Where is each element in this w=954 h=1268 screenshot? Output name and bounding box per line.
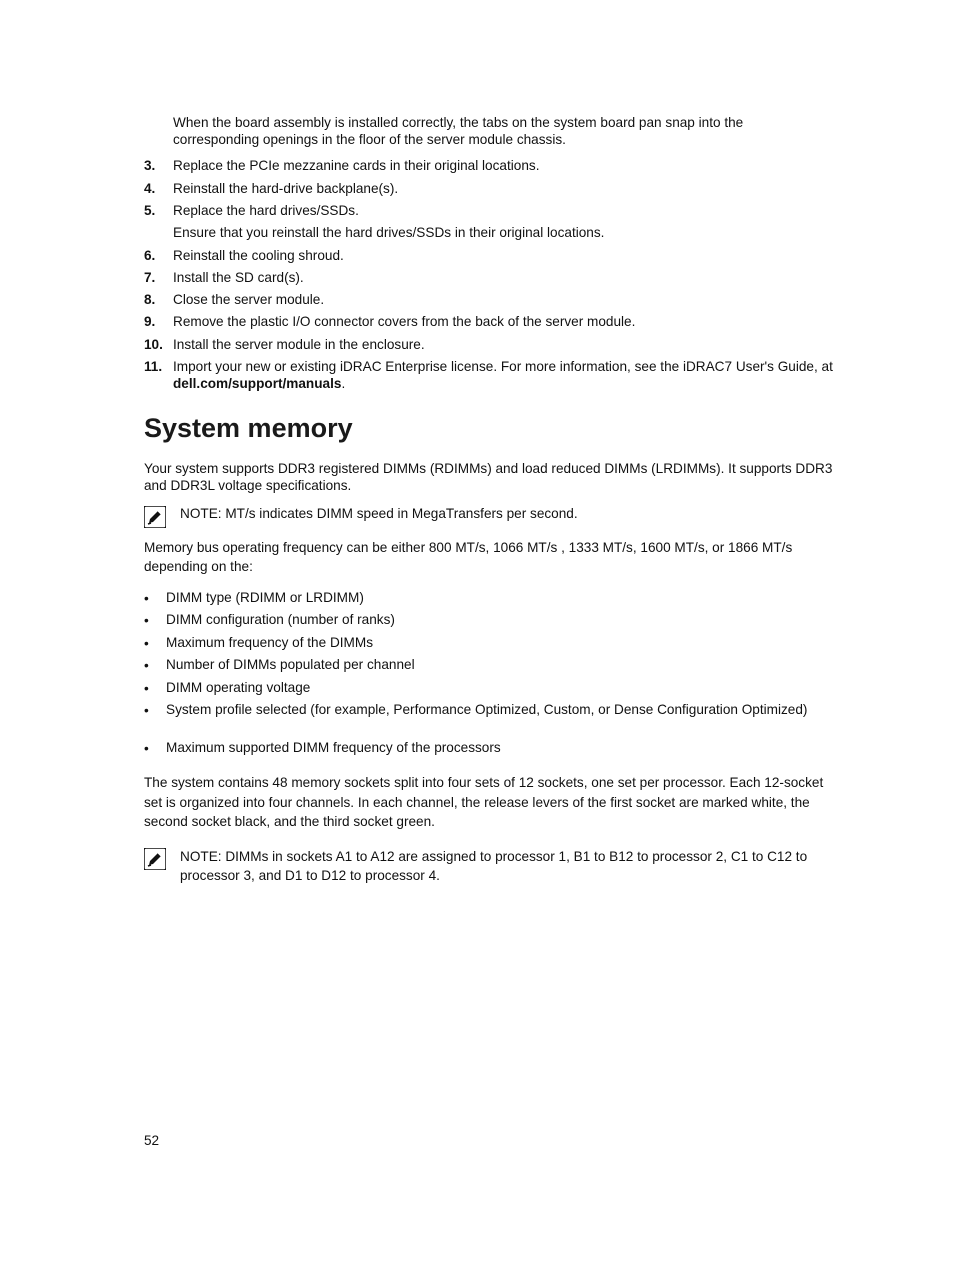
step-number: 6. [144, 248, 156, 263]
step-11-text: Import your new or existing iDRAC Enterprise license. For more information, see the iDRAC7 User's Guide, at [173, 359, 833, 374]
note-body: MT/s indicates DIMM speed in MegaTransfers per second. [221, 506, 578, 521]
step-text: Remove the plastic I/O connector covers from the back of the server module. [173, 314, 636, 329]
note-label: NOTE: [180, 506, 222, 521]
step-number: 3. [144, 158, 156, 173]
step-number: 10. [144, 337, 163, 352]
note-text [180, 847, 840, 885]
step-text: Reinstall the hard-drive backplane(s). [173, 181, 399, 196]
bus-frequency-paragraph: Memory bus operating frequency can be either 800 MT/s, 1066 MT/s , 1333 MT/s, 1600 MT/s, or 1866 MT/s depending on the: [144, 540, 793, 574]
step-5-detail: Ensure that you reinstall the hard drives/SSDs in their original locations. [173, 225, 605, 240]
step-text: Close the server module. [173, 292, 325, 307]
intro-paragraph: When the board assembly is installed correctly, the tabs on the system board pan snap into the corresponding openings in the floor of the server module chassis. [173, 115, 744, 147]
step-number: 4. [144, 181, 156, 196]
step-number: 11. [144, 359, 163, 374]
step-11-period: . [341, 376, 346, 391]
step-text [173, 358, 833, 392]
note-pencil-icon [144, 506, 166, 528]
page-number: 52 [144, 1133, 160, 1148]
step-number: 7. [144, 270, 156, 285]
step-text: Replace the hard drives/SSDs. [173, 203, 359, 218]
step-text: Replace the PCIe mezzanine cards in their original locations. [173, 158, 540, 173]
step-number: 5. [144, 203, 156, 218]
step-number: 9. [144, 314, 156, 329]
memory-sockets-paragraph: The system contains 48 memory sockets split into four sets of 12 sockets, one set per processor. Each 12-socket set is organized into four channels. In each channel, the release levers of the first socket are marked white, the second socket black, and the third socket green. [144, 775, 824, 829]
step-text: Install the server module in the enclosure. [173, 337, 425, 352]
note-text [180, 505, 840, 522]
memory-support-paragraph: Your system supports DDR3 registered DIMMs (RDIMMs) and load reduced DIMMs (LRDIMMs). It supports DDR3 and DDR3L voltage specifications. [144, 461, 833, 493]
step-text: Install the SD card(s). [173, 270, 304, 285]
manuals-link[interactable]: dell.com/support/manuals [173, 376, 342, 391]
note-label: NOTE: [180, 849, 222, 864]
step-text: Reinstall the cooling shroud. [173, 248, 344, 263]
section-title: System memory [144, 413, 353, 443]
note-body: DIMMs in sockets A1 to A12 are assigned to processor 1, B1 to B12 to processor 2, C1 to C12 to processor 3, and D1 to D12 to processor 4. [180, 849, 808, 883]
step-number: 8. [144, 292, 156, 307]
note-pencil-icon [144, 848, 166, 870]
